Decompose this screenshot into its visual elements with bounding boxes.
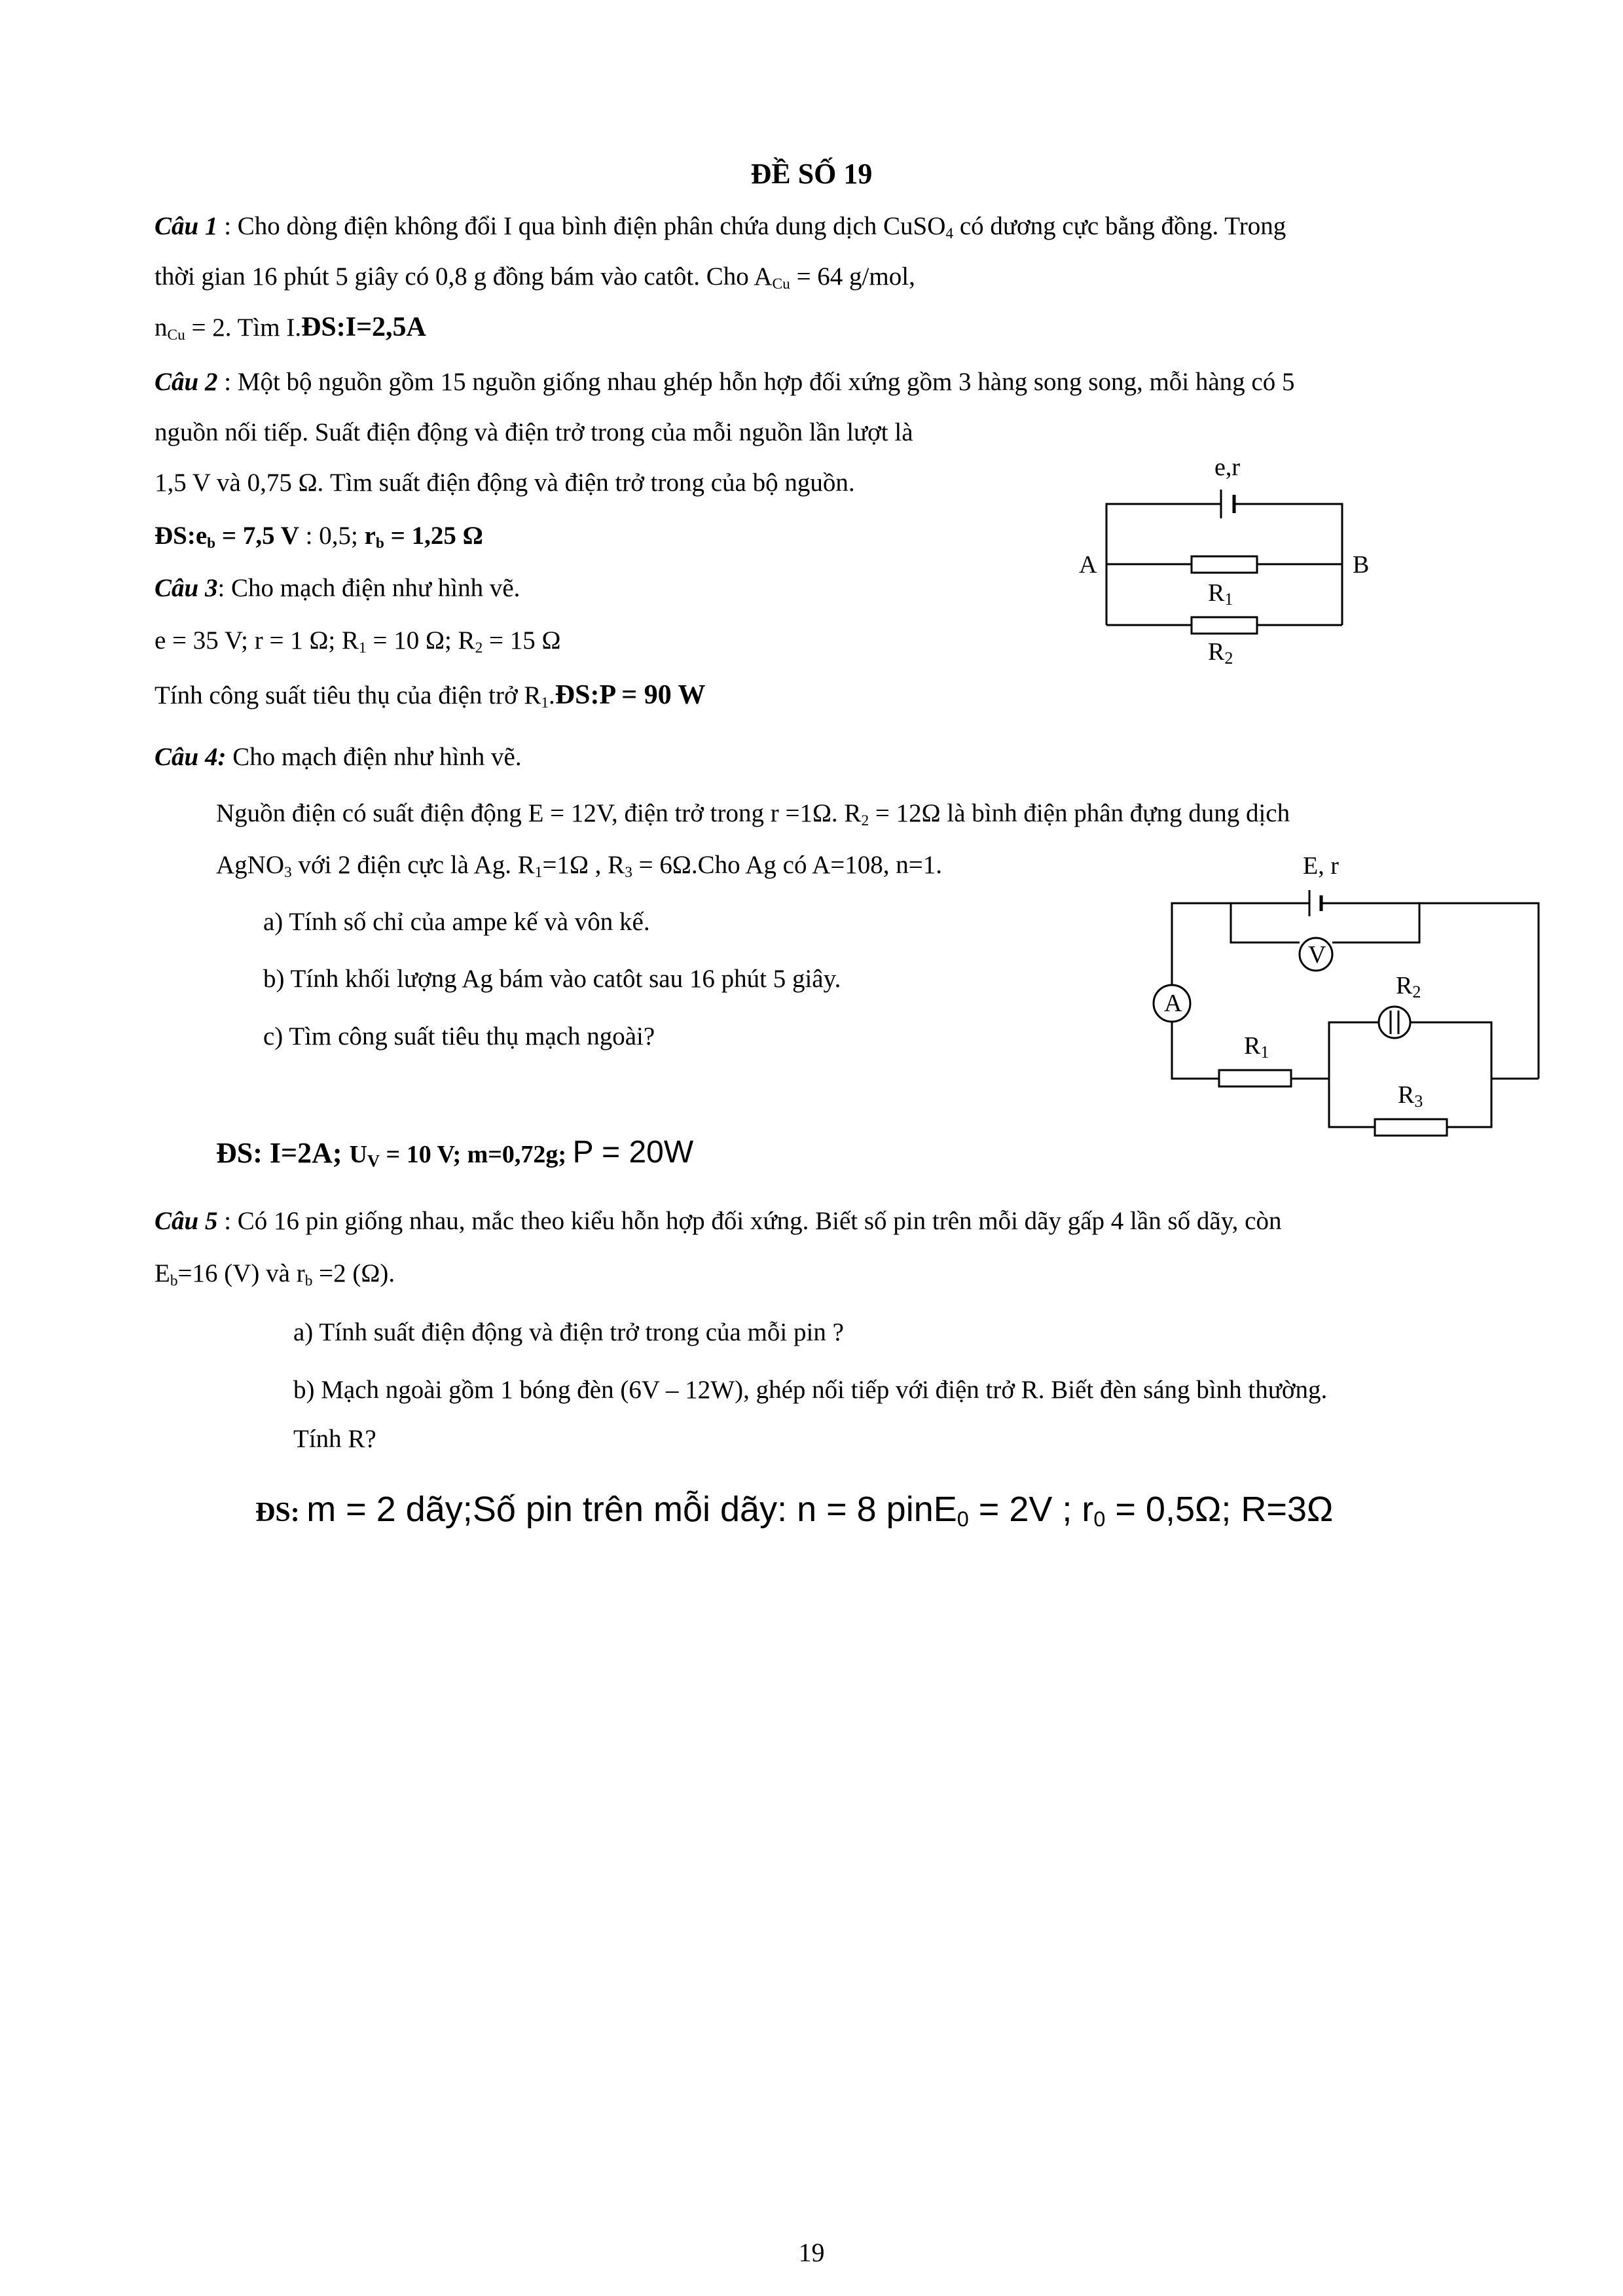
q1-label: Câu 1 bbox=[155, 212, 218, 240]
q2-answer-part: ĐS:e bbox=[155, 522, 208, 550]
q4-label: Câu 4: bbox=[155, 743, 227, 771]
q4-sub: 1 bbox=[534, 863, 543, 881]
q4-answer-sub: V bbox=[367, 1151, 380, 1171]
q3-text: : Cho mạch điện như hình vẽ. bbox=[217, 574, 520, 602]
q2-answer-part: r bbox=[364, 522, 376, 550]
q1-text: có dương cực bằng đồng. Trong bbox=[953, 212, 1286, 240]
q2-text: 1,5 V và 0,75 Ω. Tìm suất điện động và điện trở trong của bộ nguồn. bbox=[155, 469, 855, 497]
q1-text: = 64 g/mol, bbox=[790, 262, 915, 291]
q2-label: Câu 2 bbox=[155, 368, 218, 396]
q4-sub: 2 bbox=[861, 812, 869, 829]
q3-resistor-r1 bbox=[1192, 556, 1257, 573]
q4-wire bbox=[1231, 903, 1300, 942]
q4-wire bbox=[1447, 1079, 1491, 1127]
q5-answer-part: ĐS: bbox=[255, 1498, 307, 1528]
q2-line-3 bbox=[155, 467, 855, 499]
q3-text: = 10 Ω; R bbox=[366, 626, 475, 655]
page-title: ĐỀ SỐ 19 bbox=[750, 158, 873, 190]
q5-line-1 bbox=[155, 1206, 1281, 1237]
q3-text: e = 35 V; r = 1 Ω; R bbox=[155, 626, 359, 655]
q4-text: = 12Ω là bình điện phân đựng dung dịch bbox=[869, 799, 1290, 827]
q4-item-b: b) Tính khối lượng Ag bám vào catôt sau 16 phút 5 giây. bbox=[263, 965, 841, 993]
q1-sub: 4 bbox=[945, 224, 954, 242]
q4-electrolytic-cell-r2 bbox=[1379, 1007, 1410, 1038]
q3-r1-letter: R bbox=[1208, 579, 1225, 607]
q1-answer: ĐS:I=2,5A bbox=[301, 312, 426, 342]
q3-text: Tính công suất tiêu thụ của điện trở R bbox=[155, 681, 541, 709]
q2-line-1 bbox=[155, 367, 1294, 398]
q1-text: thời gian 16 phút 5 giây có 0,8 g đồng bám vào catôt. Cho A bbox=[155, 262, 773, 291]
q5-item-a: a) Tính suất điện động và điện trở trong của mỗi pin ? bbox=[293, 1318, 844, 1346]
q4-voltmeter-label: V bbox=[1308, 941, 1326, 969]
q1-sub: Cu bbox=[772, 275, 790, 293]
q4-r1-sub: 1 bbox=[1260, 1043, 1269, 1062]
q3-r2-sub: 2 bbox=[1224, 649, 1233, 668]
q4-r1-label bbox=[1244, 1032, 1269, 1062]
q4-r1-letter: R bbox=[1244, 1032, 1261, 1060]
q1-text: = 2. Tìm I. bbox=[185, 314, 302, 342]
q4-wire bbox=[1410, 1022, 1491, 1079]
q4-r2-letter: R bbox=[1396, 972, 1413, 999]
q4-text: Nguồn điện có suất điện động E = 12V, điện trở trong r =1Ω. R bbox=[216, 799, 862, 827]
q1-text: : Cho dòng điện không đổi I qua bình điện phân chứa dung dịch CuSO bbox=[217, 212, 946, 240]
q3-r1-label bbox=[1208, 579, 1233, 609]
q3-r1-sub: 1 bbox=[1224, 590, 1233, 609]
q4-r2-label bbox=[1396, 972, 1421, 1001]
q4-resistor-r3 bbox=[1375, 1119, 1447, 1136]
q4-line-1 bbox=[155, 742, 522, 773]
q3-r2-letter: R bbox=[1208, 638, 1225, 666]
q3-text: . bbox=[549, 681, 555, 709]
q1-line-1 bbox=[155, 211, 1286, 242]
q5-answer-part: = 2V ; r bbox=[968, 1490, 1094, 1529]
q1-sub: Cu bbox=[167, 326, 185, 344]
q2-text: : Một bộ nguồn gồm 15 nguồn giống nhau ghép hỗn hợp đối xứng gồm 3 hàng song song, mỗi hàng có 5 bbox=[217, 368, 1295, 396]
q4-ammeter-label: A bbox=[1164, 990, 1182, 1017]
q4-source-label: E, r bbox=[1303, 852, 1339, 880]
q5-item-b: b) Mạch ngoài gồm 1 bóng đèn (6V – 12W), ghép nối tiếp với điện trở R. Biết đèn sáng bình thường. bbox=[293, 1376, 1328, 1404]
q4-answer-part: P = 20W bbox=[572, 1135, 694, 1170]
q4-r2-sub: 2 bbox=[1412, 982, 1421, 1001]
q4-wire bbox=[1172, 1022, 1219, 1079]
q3-circuit-diagram bbox=[1074, 452, 1375, 674]
q3-sub: 1 bbox=[359, 639, 367, 656]
q4-text: = 6Ω.Cho Ag có A=108, n=1. bbox=[632, 851, 942, 879]
q5-answer bbox=[255, 1487, 1333, 1535]
q3-line-2 bbox=[155, 625, 561, 656]
q4-line-3 bbox=[216, 850, 942, 881]
q4-answer-part: = 10 V; m=0,72g; bbox=[380, 1141, 573, 1168]
q1-line-2 bbox=[155, 261, 915, 293]
q1-text: n bbox=[155, 314, 168, 342]
q3-node-b: B bbox=[1353, 551, 1370, 579]
q4-answer bbox=[216, 1134, 693, 1173]
q3-wire bbox=[1234, 504, 1342, 507]
q4-wire bbox=[1329, 1022, 1378, 1079]
q5-label: Câu 5 bbox=[155, 1207, 218, 1235]
q4-wire bbox=[1329, 1079, 1375, 1127]
q3-sub: 2 bbox=[475, 639, 483, 656]
page-number: 19 bbox=[798, 2238, 825, 2267]
q2-text: nguồn nối tiếp. Suất điện động và điện trở trong của mỗi nguồn lần lượt là bbox=[155, 418, 913, 446]
q5-sub: b bbox=[170, 1272, 178, 1289]
q4-answer-part: ĐS: I=2A; bbox=[216, 1137, 350, 1169]
q1-line-3 bbox=[155, 312, 426, 344]
q5-answer-sub: 0 bbox=[957, 1507, 969, 1532]
q5-text: : Có 16 pin giống nhau, mắc theo kiểu hỗn hợp đối xứng. Biết số pin trên mỗi dãy gấp 4 lần số dãy, còn bbox=[217, 1207, 1282, 1235]
q2-answer-sub: b bbox=[375, 534, 384, 552]
q3-source-label: e,r bbox=[1214, 454, 1241, 481]
q4-text: AgNO bbox=[216, 851, 284, 879]
q4-text: Cho mạch điện như hình vẽ. bbox=[226, 743, 522, 771]
q5-text: E bbox=[155, 1259, 170, 1287]
q3-answer: ĐS:P = 90 W bbox=[555, 680, 706, 710]
q4-line-2 bbox=[216, 798, 1290, 829]
q3-label: Câu 3 bbox=[155, 574, 218, 602]
q3-wire bbox=[1106, 504, 1221, 507]
q2-answer-sub: b bbox=[207, 534, 216, 552]
q3-line-1 bbox=[155, 573, 520, 604]
q5-sub: b bbox=[304, 1272, 313, 1289]
q4-item-c: c) Tìm công suất tiêu thụ mạch ngoài? bbox=[263, 1022, 655, 1050]
q2-answer-part: = 1,25 Ω bbox=[384, 522, 483, 550]
q4-r3-label bbox=[1398, 1081, 1423, 1111]
q5-line-2 bbox=[155, 1258, 395, 1289]
q3-r2-label bbox=[1208, 638, 1233, 668]
q2-answer-part: : 0,5; bbox=[299, 522, 365, 550]
q4-sub: 3 bbox=[625, 863, 632, 881]
q4-wire bbox=[1332, 903, 1419, 942]
q4-resistor-r1 bbox=[1219, 1070, 1291, 1086]
q3-line-3 bbox=[155, 679, 705, 711]
q3-resistor-r2 bbox=[1192, 617, 1257, 634]
q2-answer bbox=[155, 520, 483, 552]
q2-line-2 bbox=[155, 417, 913, 448]
q5-text: =2 (Ω). bbox=[312, 1259, 395, 1287]
q3-sub: 1 bbox=[541, 694, 549, 711]
q4-item-a: a) Tính số chỉ của ampe kế và vôn kế. bbox=[263, 908, 650, 936]
q2-answer-part: = 7,5 V bbox=[215, 522, 299, 550]
q5-answer-part: = 0,5Ω; R=3Ω bbox=[1105, 1490, 1334, 1529]
q4-text: =1Ω , R bbox=[542, 851, 625, 879]
q5-answer-sub: 0 bbox=[1093, 1507, 1106, 1532]
q5-text: =16 (V) và r bbox=[177, 1259, 305, 1287]
q4-sub: 3 bbox=[284, 863, 292, 881]
q4-circuit-diagram bbox=[1139, 844, 1558, 1139]
q4-r3-sub: 3 bbox=[1414, 1092, 1423, 1111]
q3-text: = 15 Ω bbox=[483, 626, 561, 655]
q4-r3-letter: R bbox=[1398, 1081, 1415, 1109]
q4-text: với 2 điện cực là Ag. R bbox=[291, 851, 535, 879]
q5-item-b-line-2: Tính R? bbox=[293, 1425, 376, 1453]
q3-node-a: A bbox=[1079, 551, 1097, 579]
q4-wire bbox=[1321, 903, 1539, 1079]
q5-answer-part: m = 2 dãy;Số pin trên mỗi dãy: n = 8 pinE bbox=[306, 1490, 957, 1529]
q4-answer-part: U bbox=[349, 1141, 367, 1168]
q4-wire bbox=[1172, 903, 1309, 985]
